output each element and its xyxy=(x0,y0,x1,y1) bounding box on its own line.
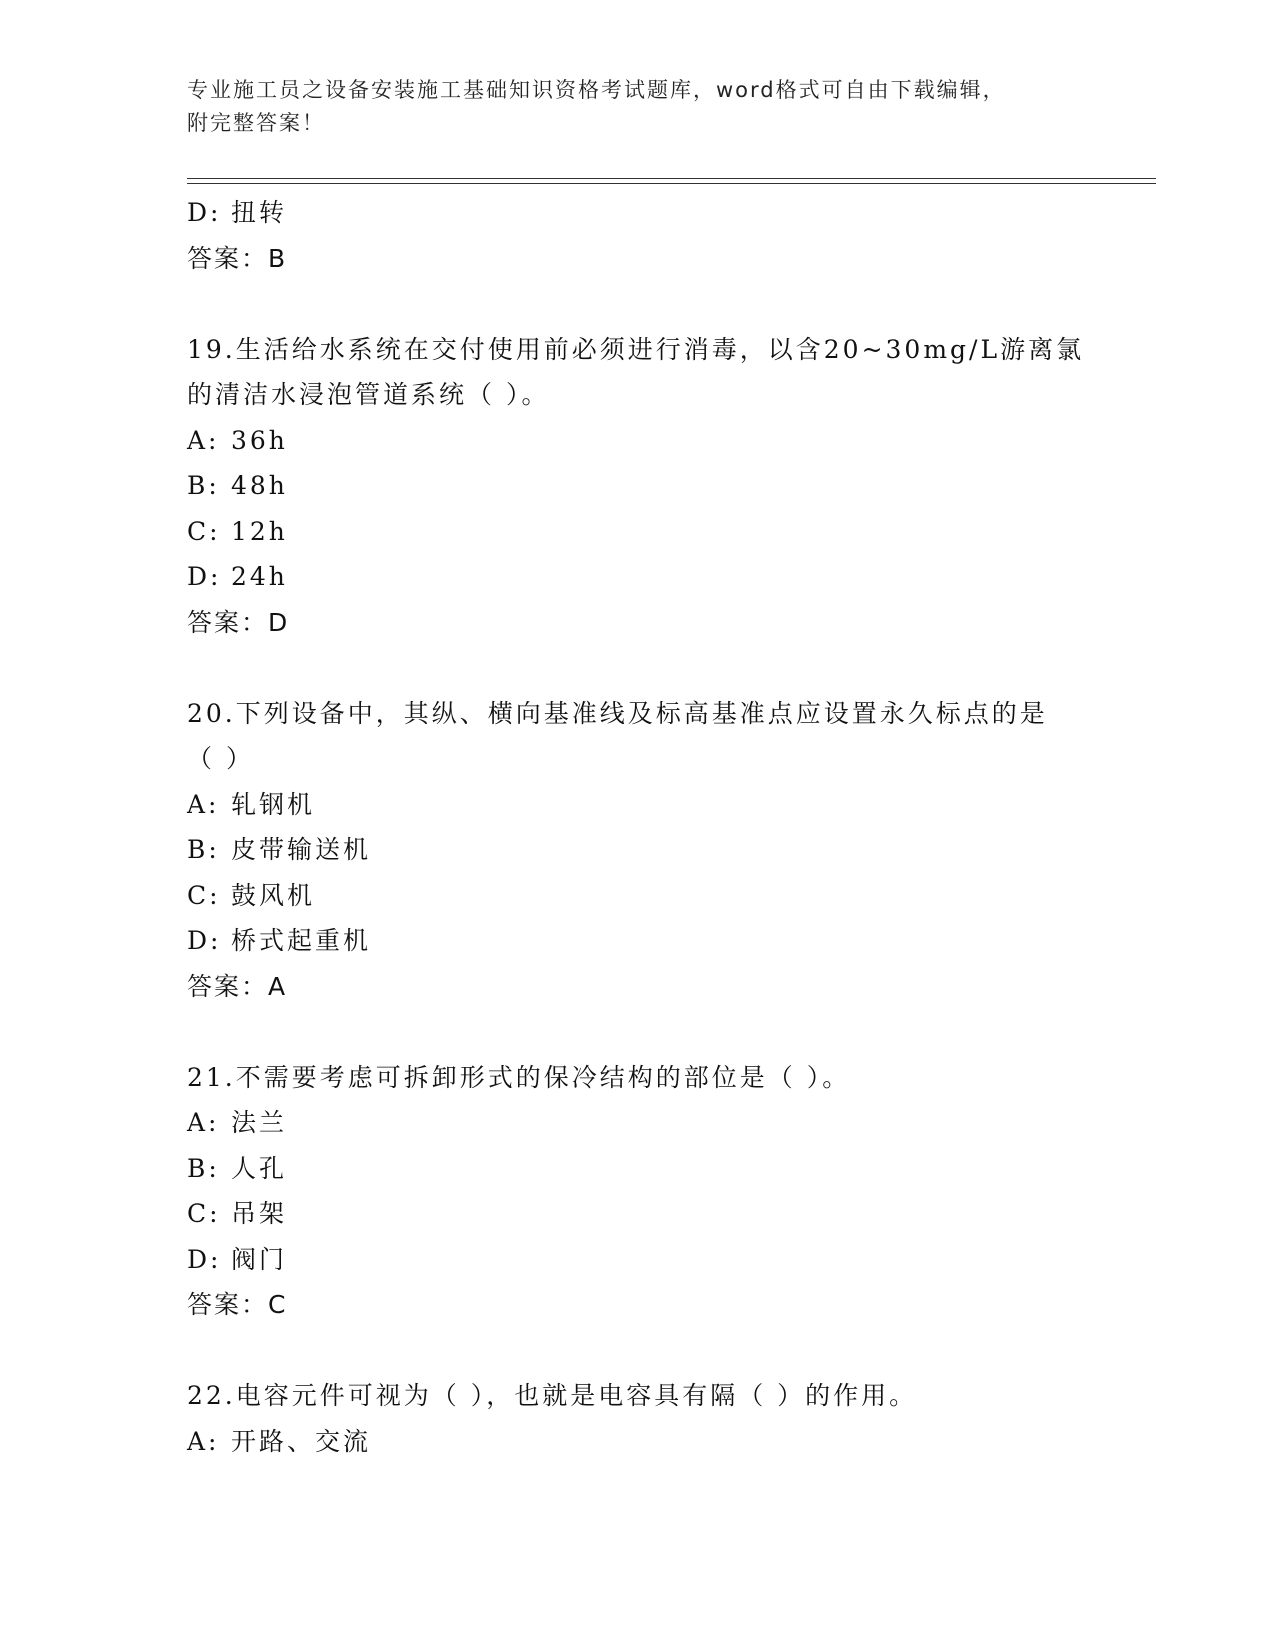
option-c xyxy=(187,509,1087,555)
option-text: 36h xyxy=(231,425,288,455)
option-d xyxy=(187,190,1087,236)
option-b xyxy=(187,463,1087,509)
header-line-2: 附完整答案！ xyxy=(187,111,325,135)
option-text: 人孔 xyxy=(231,1153,288,1183)
document-header xyxy=(187,74,1157,140)
option-key: D: xyxy=(187,562,222,591)
option-key: A: xyxy=(187,425,220,455)
question-text xyxy=(187,1055,1087,1101)
question-text xyxy=(187,691,1087,782)
option-a xyxy=(187,418,1087,464)
option-text: 阀门 xyxy=(231,1244,288,1274)
header-divider-top xyxy=(187,178,1156,179)
option-c xyxy=(187,873,1087,919)
option-text: 轧钢机 xyxy=(231,789,316,819)
option-key: A: xyxy=(187,1426,220,1456)
answer-line: 答案：A xyxy=(187,971,288,1001)
question-text-line-1: 20.下列设备中，其纵、横向基准线及标高基准点应设置永久标点的是 xyxy=(187,698,1048,728)
question-list xyxy=(187,190,1087,1464)
spacer xyxy=(187,281,1087,327)
option-key: A: xyxy=(187,789,220,819)
question-text-line-2: （ ） xyxy=(187,744,254,773)
option-d xyxy=(187,1237,1087,1283)
spacer xyxy=(187,645,1087,691)
option-a xyxy=(187,1419,1087,1465)
option-text: 桥式起重机 xyxy=(231,926,372,955)
option-key: D: xyxy=(187,1244,222,1274)
option-key: D: xyxy=(187,926,222,955)
question-21 xyxy=(187,1055,1087,1328)
question-20 xyxy=(187,691,1087,1010)
option-text: 24h xyxy=(231,562,288,591)
option-d xyxy=(187,918,1087,964)
header-line-1: 专业施工员之设备安装施工基础知识资格考试题库，word格式可自由下载编辑， xyxy=(187,78,1006,102)
option-key: B: xyxy=(187,471,220,500)
answer-line: 答案：D xyxy=(187,607,290,637)
option-text: 鼓风机 xyxy=(231,880,316,910)
option-text: 扭转 xyxy=(231,198,288,227)
option-a xyxy=(187,1100,1087,1146)
option-key: C: xyxy=(187,880,221,910)
option-text: 开路、交流 xyxy=(231,1426,372,1456)
option-text: 48h xyxy=(231,471,288,500)
option-key: D: xyxy=(187,198,222,227)
question-text-line-2: 的清洁水浸泡管道系统（ ）。 xyxy=(187,380,550,409)
option-c xyxy=(187,1191,1087,1237)
option-b xyxy=(187,827,1087,873)
question-text xyxy=(187,327,1087,418)
option-text: 皮带输送机 xyxy=(231,835,372,864)
option-key: B: xyxy=(187,835,220,864)
option-text: 法兰 xyxy=(231,1108,288,1137)
spacer xyxy=(187,1328,1087,1374)
option-key: B: xyxy=(187,1153,220,1183)
question-22 xyxy=(187,1373,1087,1464)
answer-line: 答案：B xyxy=(187,243,288,273)
question-19 xyxy=(187,327,1087,646)
answer-line: 答案：C xyxy=(187,1290,288,1319)
spacer xyxy=(187,1009,1087,1055)
option-key: C: xyxy=(187,516,221,546)
header-divider-bottom xyxy=(187,183,1156,184)
question-text-line-1: 21.不需要考虑可拆卸形式的保冷结构的部位是（ ）。 xyxy=(187,1062,851,1092)
option-text: 吊架 xyxy=(231,1199,288,1228)
question-text xyxy=(187,1373,1087,1419)
option-b xyxy=(187,1146,1087,1192)
option-text: 12h xyxy=(231,516,288,546)
option-d xyxy=(187,554,1087,600)
question-text-line-1: 19.生活给水系统在交付使用前必须进行消毒，以含20~30mg/L游离氯 xyxy=(187,334,1085,364)
option-a xyxy=(187,782,1087,828)
question-text-line-1: 22.电容元件可视为（ ），也就是电容具有隔（ ）的作用。 xyxy=(187,1381,918,1410)
option-key: C: xyxy=(187,1199,221,1228)
option-key: A: xyxy=(187,1108,220,1137)
